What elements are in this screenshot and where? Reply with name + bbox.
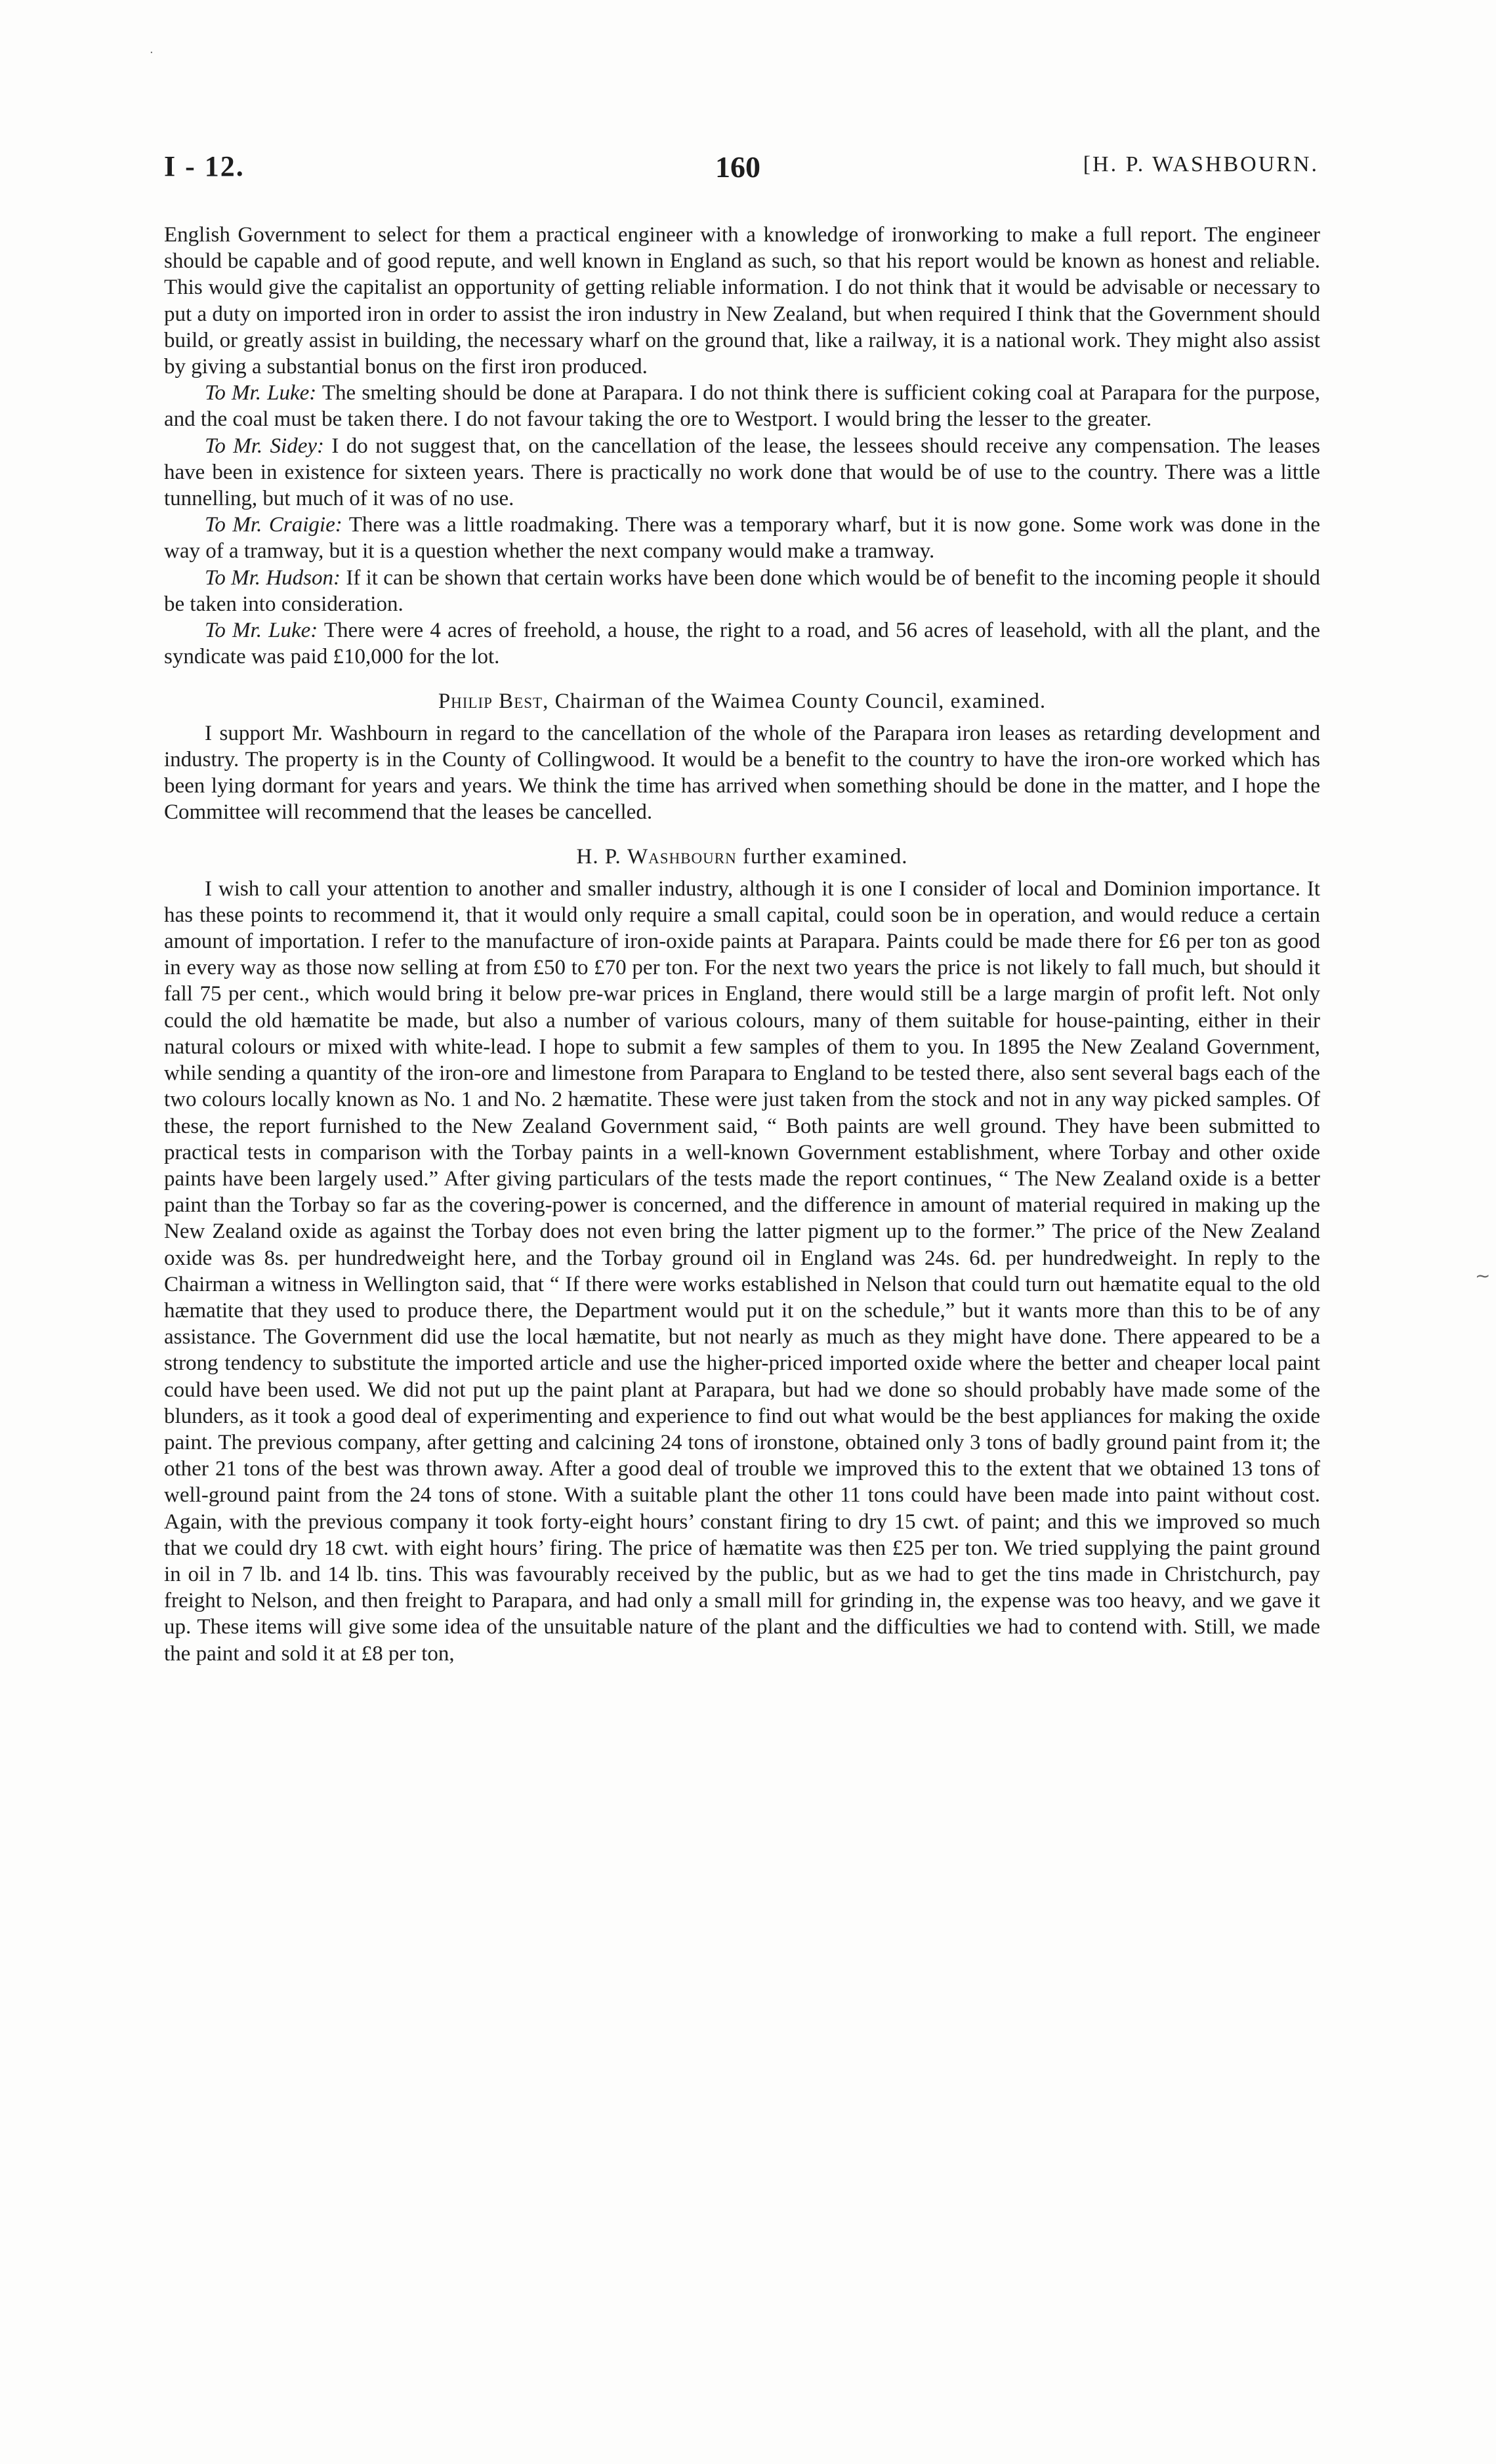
witness-name: Washbourn	[627, 845, 737, 869]
section-heading-best	[164, 688, 1320, 714]
margin-mark: ~	[1475, 1265, 1491, 1286]
running-head-witness: [H. P. WASHBOURN.	[1083, 152, 1319, 176]
heading-text: , Chairman of the Waimea County Council, examined.	[543, 689, 1047, 714]
paragraph-text: The smelting should be done at Parapara. I do not think there is sufficient coking coal at Parapara for the purpose, and the coal must be taken there. I do not favour taking the ore to Westport. I would bring the lesser to the greater.	[164, 381, 1321, 432]
paragraph-continuation	[164, 222, 1320, 380]
heading-text: further examined.	[742, 845, 908, 869]
paragraph-text: English Government to select for them a practical engineer with a knowledge of ironworking to make a full report. The engineer should be capable and of good repute, and well known in England as such, so that his report would be known as honest and reliable. This would give the capitalist an opportunity of getting reliable information. I do not think that it would be advisable or necessary to put a duty on imported iron in order to assist the iron industry in New Zealand, but when required I think that the Government should build, or greatly assist in building, the necessary wharf on the ground that, like a railway, it is a national work. They might also assist by giving a substantial bonus on the first iron produced.	[164, 223, 1320, 379]
paragraph-question-hudson	[164, 565, 1320, 617]
questioner-label: To Mr. Sidey:	[205, 434, 324, 458]
questioner-label: To Mr. Hudson:	[205, 565, 341, 590]
paragraph-best-testimony	[164, 720, 1320, 826]
paragraph-question-craigie	[164, 512, 1320, 564]
paragraph-text: I wish to call your attention to another and smaller industry, although it is one I consider of local and Dominion importance. It has these points to recommend it, that it would only require a small capital, could soon be in operation, and would reduce a certain amount of importation. I refer to the manufacture of iron-oxide paints at Parapara. Paints could be made there for £6 per ton as good in every way as those now selling at from £50 to £70 per ton. For the next two years the price is not likely to fall much, but should it fall 75 per cent., which would bring it below pre-war prices in England, there would still be a large margin of profit left. Not only could the old hæmatite be made, but also a number of various colours, many of them suitable for house-painting, either in their natural colours or mixed with white-lead. I hope to submit a few samples of them to you. In 1895 the New Zealand Government, while sending a quantity of the iron-ore and limestone from Parapara to England to be tested there, also sent several bags each of the two colours locally known as No. 1 and No. 2 hæmatite. These were just taken from the stock and not in any way picked samples. Of these, the report furnished to the New Zealand Government said, “ Both paints are well ground. They have been submitted to practical tests in comparison with the Torbay paints in a well-known Government establishment, where Torbay and other oxide paints have been largely used.” After giving particulars of the tests made the report continues, “ The New Zealand oxide is a better paint than the Torbay so far as the covering-power is concerned, and the difference in amount of material required in making up the New Zealand oxide as against the Torbay does not even bring the latter pigment up to the former.” The price of the New Zealand oxide was 8s. per hundredweight here, and the Torbay ground oil in England was 24s. 6d. per hundredweight. In reply to the Chairman a witness in Wellington said, that “ If there were works established in Nelson that could turn out hæmatite equal to the old hæmatite that they used to produce there, the Department would put it on the schedule,” but it wants more than this to be of any assistance. The Government did use the local hæmatite, but not nearly as much as they might have done. There appeared to be a strong tendency to substitute the imported article and use the higher-priced imported oxide where the better and cheaper local paint could have been used. We did not put up the paint plant at Parapara, but had we done so should probably have made some of the blunders, as it took a good deal of experimenting and experience to find out what would be the best appliances for making the oxide paint. The previous company, after getting and calcining 24 tons of ironstone, obtained only 3 tons of badly ground paint from it; the other 21 tons of the best was thrown away. After a good deal of trouble we improved this to the extent that we obtained 13 tons of well-ground paint from the 24 tons of stone. With a suitable plant the other 11 tons could have been made into paint without cost. Again, with the previous company it took forty-eight hours’ constant firing to dry 15 cwt. of paint; and this we improved so much that we could dry 18 cwt. with eight hours’ firing. The price of hæmatite was then £25 per ton. We tried supplying the paint ground in oil in 7 lb. and 14 lb. tins. This was favourably received by the public, but as we had to get the tins made in Christchurch, pay freight to Nelson, and then freight to Parapara, and had only a small mill for grinding in, the expense was too heavy, and we gave it up. These items will give some idea of the unsuitable nature of the plant and the difficulties we had to contend with. Still, we made the paint and sold it at £8 per ton,	[164, 876, 1320, 1666]
page-header	[164, 150, 1319, 195]
paragraph-question-luke	[164, 380, 1320, 432]
questioner-label: To Mr. Luke:	[205, 619, 318, 643]
paragraph-question-luke-2	[164, 617, 1320, 670]
page-number: 160	[715, 150, 760, 184]
questioner-label: To Mr. Craigie:	[205, 513, 343, 537]
page-body	[164, 222, 1320, 1667]
paragraph-washbourn-testimony	[164, 876, 1320, 1667]
witness-name: Philip Best	[438, 689, 543, 714]
witness-initials: H. P.	[576, 845, 621, 869]
scan-dot: ·	[150, 46, 154, 60]
section-heading-washbourn	[164, 844, 1320, 870]
paragraph-text: If it can be shown that certain works have been done which would be of benefit to the incoming people it should be taken into consideration.	[164, 565, 1321, 616]
questioner-label: To Mr. Luke:	[205, 381, 317, 405]
paper-reference: I - 12.	[164, 150, 245, 182]
paragraph-text: I support Mr. Washbourn in regard to the cancellation of the whole of the Parapara iron leases as retarding development and industry. The property is in the County of Collingwood. It would be a benefit to the country to have the iron-ore worked which has been lying dormant for years and years. We think the time has arrived when something should be done in the matter, and I hope the Committee will recommend that the leases be cancelled.	[164, 721, 1320, 825]
paragraph-text: I do not suggest that, on the cancellation of the lease, the lessees should receive any compensation. The leases have been in existence for sixteen years. There is practically no work done that would be of use to the country. There was a little tunnelling, but much of it was of no use.	[164, 434, 1321, 511]
paragraph-question-sidey	[164, 433, 1320, 512]
paragraph-text: There were 4 acres of freehold, a house, the right to a road, and 56 acres of leasehold, with all the plant, and the syndicate was paid £10,000 for the lot.	[164, 619, 1321, 669]
paragraph-text: There was a little roadmaking. There was a temporary wharf, but it is now gone. Some work was done in the way of a tramway, but it is a question whether the next company would make a tramway.	[164, 513, 1321, 564]
